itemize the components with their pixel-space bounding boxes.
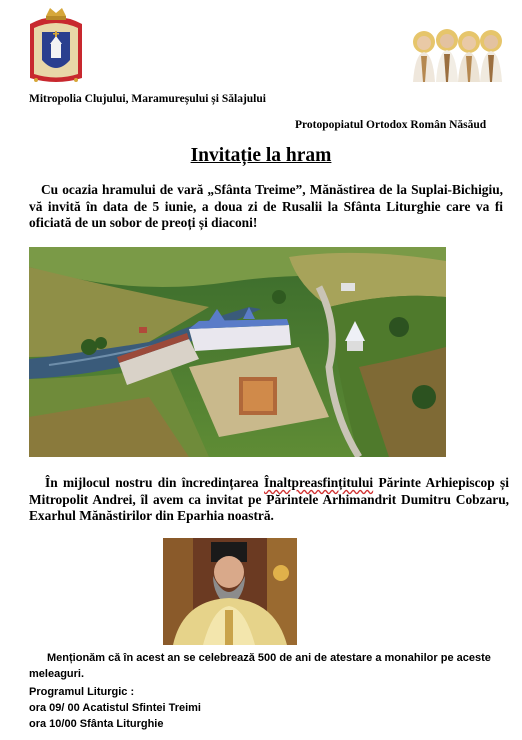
guest-paragraph: În mijlocul nostru din încredințarea Înaltpreasfințitului Părinte Arhiepiscop și Mitropolit Andrei, îl avem ca invitat pe Părintele Arhimandrit Dumitru Cobzaru, Exarhul Mănăstirilor din Eparhia noastră.: [29, 475, 509, 523]
mention-paragraph: Menționăm că în acest an se celebrează 500 de ani de atestare a monahilor pe aceste meleaguri.: [29, 652, 491, 680]
saints-icon: [411, 28, 503, 82]
program-title: Programul Liturgic :: [29, 686, 135, 698]
monastery-aerial-photo: [29, 247, 446, 457]
intro-paragraph: Cu ocazia hramului de vară „Sfânta Treime”, Mănăstirea de la Suplai-Bichigiu, vă invită în data de 5 iunie, a doua zi de Rusalii la Sfânta Liturghie care va fi oficiată de un sobor de preoți și diaconi!: [29, 182, 503, 230]
protopopiat-name: Protopopiatul Ortodox Român Năsăud: [295, 119, 487, 131]
church-crest-icon: [26, 6, 86, 86]
program-item: ora 10/00 Sfânta Liturghie: [29, 718, 164, 730]
page-title: Invitație la hram: [190, 145, 332, 166]
guest-portrait-photo: [163, 538, 297, 645]
program-item: ora 09/ 00 Acatistul Sfintei Treimi: [29, 702, 201, 714]
metropolis-name: Mitropolia Clujului, Maramureșului și Sălajului: [29, 93, 266, 105]
